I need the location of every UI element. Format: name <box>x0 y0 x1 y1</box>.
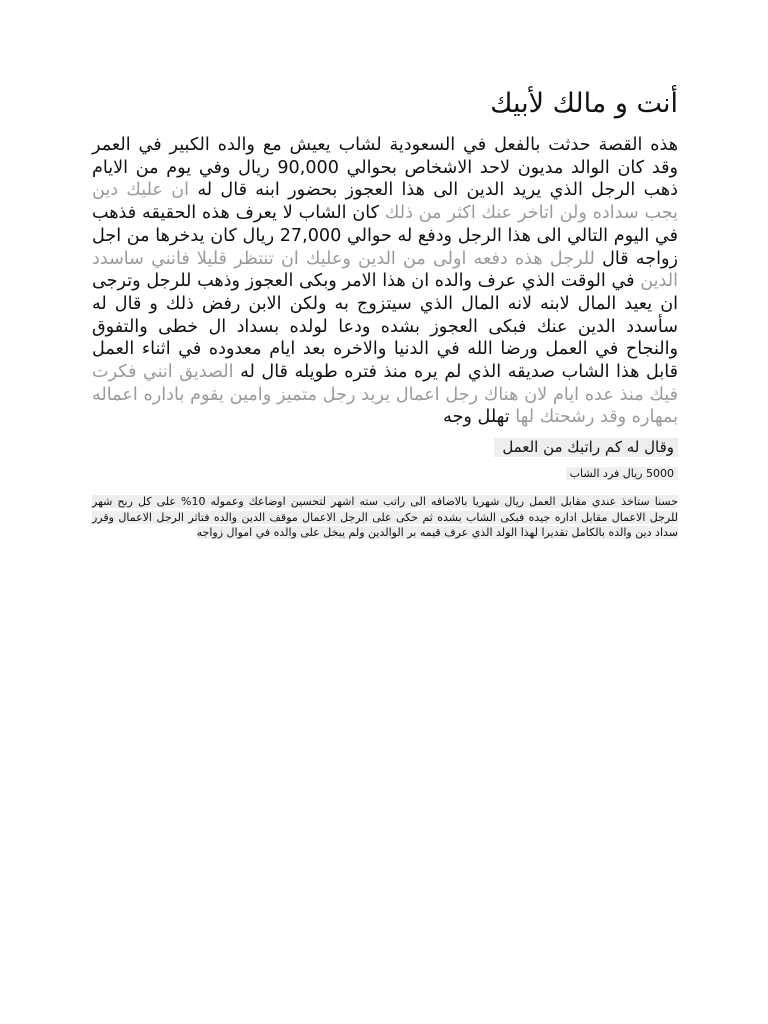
reply-text: 5000 ريال فرد الشاب <box>566 467 678 480</box>
story-text-part-1: هذه القصة حدثت بالفعل في السعودية لشاب يعيش مع والده الكبير في العمر وقد كان الوالد مديون لاحد الاشخاص بحوالي 90,000 ريال وفي يوم من الايام ذهب الرجل الذي يريد الدين الى هذا العجوز بحضور ابنه قال له <box>92 135 678 201</box>
story-text-part-4: تهلل وجه <box>443 407 516 428</box>
closing-text: حسنا ستاخذ عندي مقابل العمل ريال شهريا بالاضافه الى راتب سته اشهر لتحسين اوضاعك وعموله 10% على كل ربح شهر للرجل الاعمال مقابل اداره جيده فبكى الشاب بشده ثم حكى على الرجل الاعمال موقف الدين والده فتاثر الرجل الاعمال وقرر سداد دين والده بالكامل تقديرا لهذا الولد الذي عرف قيمه بر الوالدين ولم يبخل على والده في اموال زواجه <box>92 495 678 540</box>
question-line <box>92 437 678 457</box>
story-faded-quote-1: ان عليك دين يجب سداده ولن اتاخر عنك اكثر من ذلك <box>92 180 678 224</box>
story-faded-quote-2: للرجل هذه دفعه اولى من الدين وعليك ان تنتظر قليلا فانني ساسدد الدين <box>92 248 678 292</box>
closing-paragraph <box>92 494 678 541</box>
story-faded-quote-3: الصديق انني فكرت فيك منذ عده ايام لان هناك رجل اعمال يريد رجل متميز وامين يقوم باداره اعماله بمهاره وقد رشحتك لها <box>92 362 678 428</box>
document-content <box>92 82 678 552</box>
question-text: وقال له كم راتبك من العمل <box>494 438 678 457</box>
story-text-part-2: كان الشاب لا يعرف هذه الحقيقه فذهب في اليوم التالي الى هذا الرجل ودفع له حوالي 27,000 ريال كان يدخرها من اجل زواجه قال <box>92 203 678 269</box>
document-title: أنت و مالك لأبيك <box>490 88 678 119</box>
story-text-part-3: في الوقت الذي عرف والده ان هذا الامر وبكى العجوز وذهب للرجل وترجى ان يعيد المال لابنه لانه المال الذي سيتزوج به ولكن الابن رفض ذلك و قال له سأسدد الدين عنك فبكى العجوز بشده ودعا لولده بسداد ال خطى والتفوق والنجاح في العمل ورضا الله في الدنيا والاخره بعد ايام معدوده في اثناء العمل قابل هذا الشاب صديقه الذي لم يره منذ فتره طويله قال له <box>92 271 678 383</box>
reply-line <box>92 466 678 482</box>
story-paragraph <box>92 134 678 429</box>
